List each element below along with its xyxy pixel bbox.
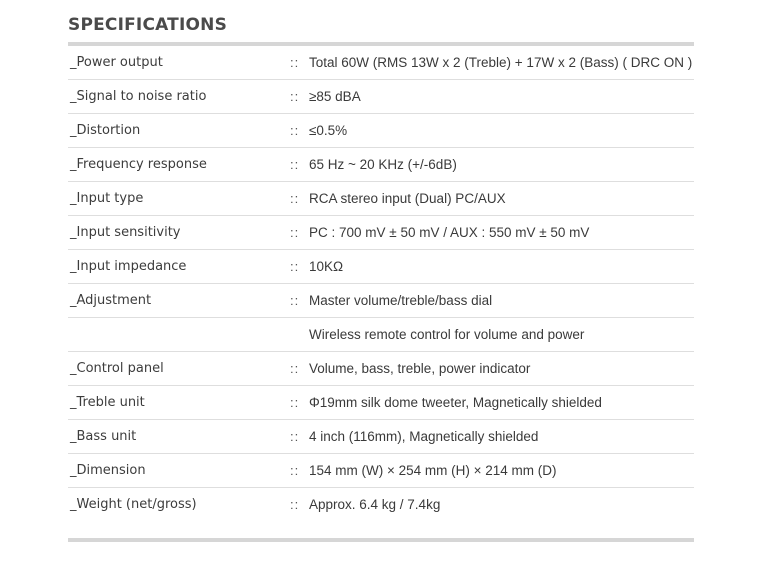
spec-separator: :: xyxy=(290,123,300,138)
spec-value: Master volume/treble/bass dial xyxy=(309,293,493,308)
spec-label: _Bass unit xyxy=(70,429,137,444)
spec-row-frequency-response xyxy=(68,148,694,182)
spec-row-input-type xyxy=(68,182,694,216)
spec-value: 154 mm (W) × 254 mm (H) × 214 mm (D) xyxy=(309,463,557,478)
spec-separator: :: xyxy=(290,497,300,512)
spec-row-adjustment xyxy=(68,284,694,318)
spec-row-treble-unit xyxy=(68,386,694,420)
spec-label: _Adjustment xyxy=(70,293,152,308)
spec-separator: :: xyxy=(290,191,300,206)
spec-label: _Dimension xyxy=(70,463,146,478)
spec-value: RCA stereo input (Dual) PC/AUX xyxy=(309,191,506,206)
spec-label: _Input sensitivity xyxy=(70,225,181,240)
spec-separator: :: xyxy=(290,157,300,172)
spec-label: _Treble unit xyxy=(70,395,145,410)
spec-row-weight xyxy=(68,488,694,522)
spec-row-adjustment-continued xyxy=(68,318,694,352)
page-title: SPECIFICATIONS xyxy=(68,15,228,35)
spec-separator: :: xyxy=(290,361,300,376)
spec-separator: :: xyxy=(290,55,300,70)
spec-label: _Control panel xyxy=(70,361,164,376)
spec-value: Volume, bass, treble, power indicator xyxy=(309,361,531,376)
spec-separator: :: xyxy=(290,395,300,410)
spec-label: _Distortion xyxy=(70,123,141,138)
spec-value: ≥85 dBA xyxy=(309,89,361,104)
spec-value: 10KΩ xyxy=(309,259,344,274)
spec-separator: :: xyxy=(290,429,300,444)
spec-value: 4 inch (116mm), Magnetically shielded xyxy=(309,429,539,444)
spec-separator: :: xyxy=(290,225,300,240)
spec-value: Total 60W (RMS 13W x 2 (Treble) + 17W x 2 (Bass) ( DRC ON ) xyxy=(309,55,693,70)
spec-row-input-sensitivity xyxy=(68,216,694,250)
spec-separator: :: xyxy=(290,293,300,308)
spec-row-dimension xyxy=(68,454,694,488)
spec-separator: :: xyxy=(290,463,300,478)
spec-row-signal-to-noise xyxy=(68,80,694,114)
bottom-divider xyxy=(68,538,694,542)
spec-value: 65 Hz ~ 20 KHz (+/-6dB) xyxy=(309,157,457,172)
spec-row-distortion xyxy=(68,114,694,148)
spec-value: ≤0.5% xyxy=(309,123,348,138)
spec-row-input-impedance xyxy=(68,250,694,284)
spec-value: Approx. 6.4 kg / 7.4kg xyxy=(309,497,441,512)
spec-separator: :: xyxy=(290,89,300,104)
spec-label: _Frequency response xyxy=(70,157,207,172)
spec-table xyxy=(68,46,694,522)
spec-row-power-output xyxy=(68,46,694,80)
spec-label: _Power output xyxy=(70,55,163,70)
spec-label: _Weight (net/gross) xyxy=(70,497,197,512)
spec-separator: :: xyxy=(290,259,300,274)
spec-row-control-panel xyxy=(68,352,694,386)
spec-label: _Signal to noise ratio xyxy=(70,89,207,104)
spec-value: Wireless remote control for volume and power xyxy=(309,327,585,342)
spec-value: PC : 700 mV ± 50 mV / AUX : 550 mV ± 50 mV xyxy=(309,225,590,240)
spec-value: Φ19mm silk dome tweeter, Magnetically shielded xyxy=(309,395,602,410)
spec-row-bass-unit xyxy=(68,420,694,454)
spec-label: _Input type xyxy=(70,191,144,206)
spec-label: _Input impedance xyxy=(70,259,187,274)
